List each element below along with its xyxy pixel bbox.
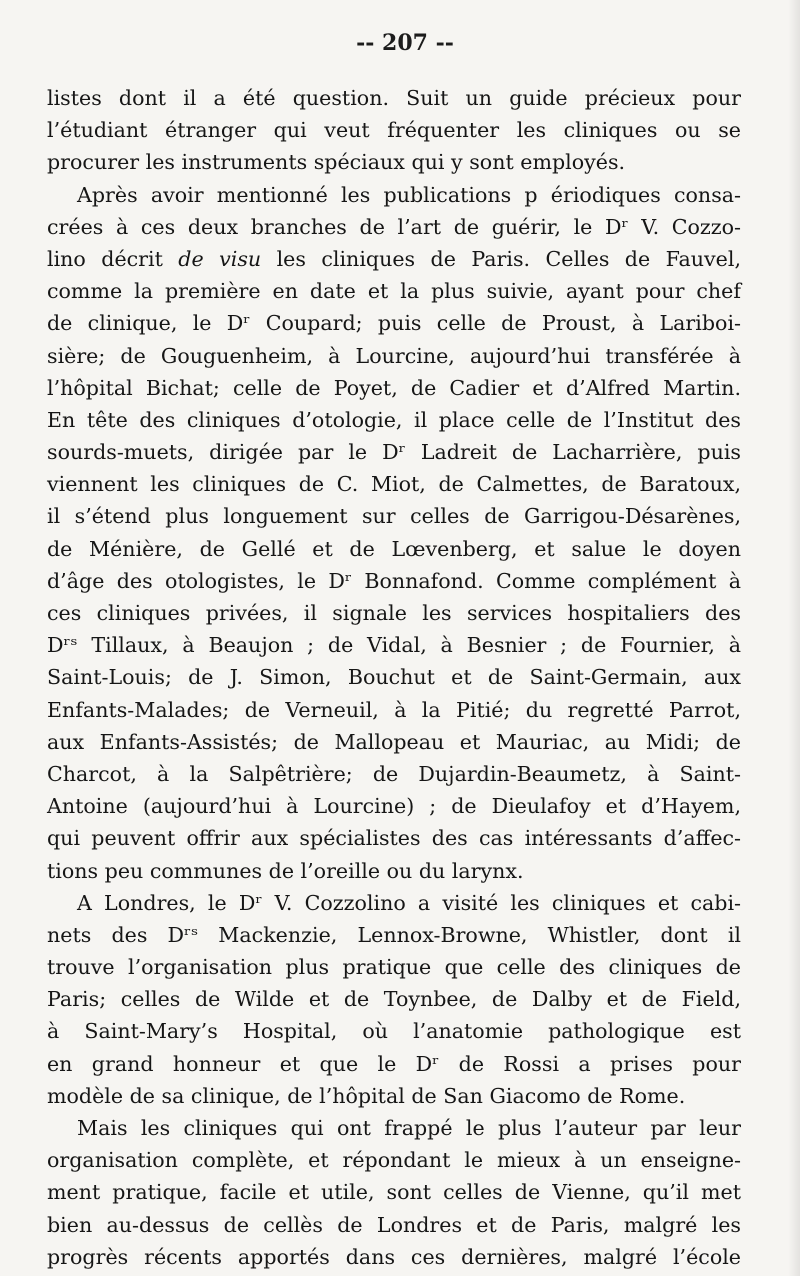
text-line: Paris; celles de Wilde et de Toynbee, de Dalby et de Field, <box>47 987 741 1012</box>
text-line: Après avoir mentionné les publications p ériodiques consa- <box>77 182 741 207</box>
text-line: il s’étend plus longuement sur celles de Garrigou-Désarènes, <box>47 504 741 529</box>
text-line: En tête des cliniques d’otologie, il place celle de l’Institut des <box>47 407 741 432</box>
text-line: en grand honneur et que le Dʳ de Rossi a prises pour <box>47 1051 741 1076</box>
text-line: de clinique, le Dʳ Coupard; puis celle de Proust, à Lariboi- <box>47 311 741 336</box>
text-line: trouve l’organisation plus pratique que celle des cliniques de <box>47 955 741 980</box>
text-line: listes dont il a été question. Suit un guide précieux pour <box>47 86 741 110</box>
body-text <box>47 82 741 1273</box>
text-line: de Ménière, de Gellé et de Lœvenberg, et salue le doyen <box>47 536 741 561</box>
text-line: viennent les cliniques de C. Miot, de Calmettes, de Baratoux, <box>47 472 741 497</box>
text-line: l’hôpital Bichat; celle de Poyet, de Cadier et d’Alfred Martin. <box>47 375 741 400</box>
text-line: Mais les cliniques qui ont frappé le plus l’auteur par leur <box>77 1116 741 1140</box>
page-edge-shadow <box>788 0 800 1276</box>
text-line: comme la première en date et la plus suivie, ayant pour chef <box>47 279 741 304</box>
text-line: Dʳˢ Tillaux, à Beaujon ; de Vidal, à Besnier ; de Fournier, à <box>47 633 741 658</box>
text-line: sière; de Gouguenheim, à Lourcine, aujourd’hui transférée à <box>47 343 741 368</box>
text-line: A Londres, le Dʳ V. Cozzolino a visité les cliniques et cabi- <box>77 890 741 915</box>
text-line: qui peuvent offrir aux spécialistes des cas intéressants d’affec- <box>47 826 741 851</box>
text-line: procurer les instruments spéciaux qui y sont employés. <box>47 150 626 175</box>
italic-phrase: de visu <box>178 246 262 271</box>
text-line: d’âge des otologistes, le Dʳ Bonnafond. Comme complément à <box>47 568 741 593</box>
text-line: tions peu communes de l’oreille ou du larynx. <box>47 858 524 883</box>
text-line: lino décrit de visu les cliniques de Paris. Celles de Fauvel, <box>47 246 741 271</box>
text-line: à Saint-Mary’s Hospital, où l’anatomie pathologique est <box>47 1019 741 1044</box>
text-line: ces cliniques privées, il signale les services hospitaliers des <box>47 601 741 625</box>
text-line: aux Enfants-Assistés; de Mallopeau et Mauriac, au Midi; de <box>47 729 741 754</box>
text-line: crées à ces deux branches de l’art de guérir, le Dʳ V. Cozzo- <box>47 214 741 239</box>
text-line: sourds-muets, dirigée par le Dʳ Ladreit de Lacharrière, puis <box>47 440 741 465</box>
text-line: l’étudiant étranger qui veut fréquenter les cliniques ou se <box>47 118 741 143</box>
text-line: Enfants-Malades; de Verneuil, à la Pitié; du regretté Parrot, <box>47 697 741 722</box>
text-line: Saint-Louis; de J. Simon, Bouchut et de Saint-Germain, aux <box>47 665 741 690</box>
page-number: -- 207 -- <box>356 30 454 56</box>
text-line: organisation complète, et répondant le mieux à un enseigne- <box>47 1148 741 1173</box>
text-line: bien au-dessus de cellès de Londres et de Paris, malgré les <box>47 1212 741 1237</box>
text-line: progrès récents apportés dans ces dernières, malgré l’école <box>47 1244 741 1269</box>
text-line: modèle de sa clinique, de l’hôpital de San Giacomo de Rome. <box>47 1083 686 1108</box>
text-line: Charcot, à la Salpêtrière; de Dujardin-Beaumetz, à Saint- <box>47 761 741 786</box>
text-line: nets des Dʳˢ Mackenzie, Lennox-Browne, Whistler, dont il <box>47 922 741 947</box>
text-line: Antoine (aujourd’hui à Lourcine) ; de Dieulafoy et d’Hayem, <box>47 794 741 819</box>
text-line: ment pratique, facile et utile, sont celles de Vienne, qu’il met <box>47 1180 741 1205</box>
